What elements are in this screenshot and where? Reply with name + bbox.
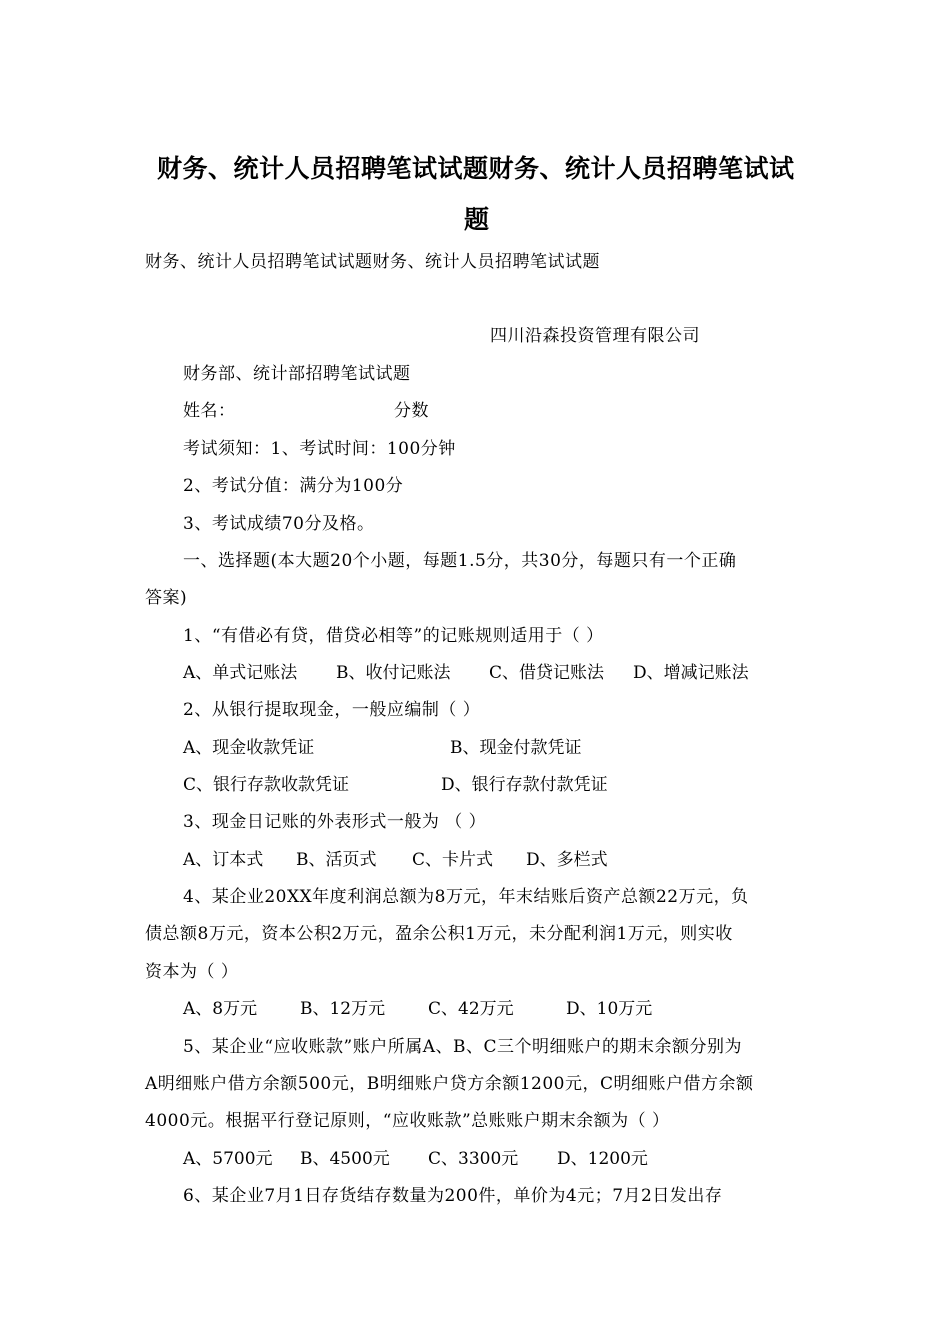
question-5: 5、某企业“应收账款”账户所属A、B、C三个明细账户的期末余额分别为 [183,1037,742,1057]
option-c: C、42万元 [428,999,514,1019]
question-4-continued: 资本为（ ） [145,962,239,982]
option-b: B、收付记账法 [336,663,451,683]
question-2: 2、从银行提取现金，一般应编制（ ） [183,700,481,720]
option-c: C、银行存款收款凭证 [183,775,350,795]
option-b: B、现金付款凭证 [450,738,582,758]
option-b: B、12万元 [300,999,386,1019]
question-5-continued: 4000元。根据平行登记原则，“应收账款”总账账户期末余额为（ ） [145,1111,670,1131]
option-b: B、活页式 [296,850,377,870]
section-heading-continued: 答案) [145,588,188,608]
option-d: D、增减记账法 [633,663,749,683]
question-5-continued: A明细账户借方余额500元，B明细账户贷方余额1200元，C明细账户借方余额 [145,1074,754,1094]
instruction-score: 2、考试分值：满分为100分 [183,476,404,496]
option-c: C、借贷记账法 [489,663,605,683]
company-name: 四川沿森投资管理有限公司 [490,326,700,346]
option-d: D、多栏式 [526,850,608,870]
instruction-pass: 3、考试成绩70分及格。 [183,514,375,534]
option-b: B、4500元 [300,1149,390,1169]
option-d: D、银行存款付款凭证 [441,775,608,795]
option-a: A、5700元 [183,1149,273,1169]
document-title-continued: 题 [464,205,490,234]
document-subtitle: 财务、统计人员招聘笔试试题财务、统计人员招聘笔试试题 [145,252,600,272]
question-4-continued: 债总额8万元，资本公积2万元，盈余公积1万元，未分配利润1万元，则实收 [145,924,733,944]
document-title: 财务、统计人员招聘笔试试题财务、统计人员招聘笔试试 [157,154,795,183]
option-d: D、1200元 [557,1149,648,1169]
option-c: C、卡片式 [412,850,494,870]
instruction-time: 考试须知：1、考试时间：100分钟 [183,439,456,459]
question-3: 3、现金日记账的外表形式一般为 （ ） [183,812,487,832]
option-d: D、10万元 [566,999,653,1019]
option-a: A、8万元 [183,999,258,1019]
section-heading: 一、选择题(本大题20个小题，每题1.5分，共30分，每题只有一个正确 [183,551,737,571]
option-a: A、单式记账法 [183,663,298,683]
question-4: 4、某企业20XX年度利润总额为8万元，年末结账后资产总额22万元，负 [183,887,749,907]
score-label: 分数 [394,401,429,421]
question-6: 6、某企业7月1日存货结存数量为200件，单价为4元；7月2日发出存 [183,1186,723,1206]
option-a: A、现金收款凭证 [183,738,315,758]
exam-name: 财务部、统计部招聘笔试试题 [183,364,411,384]
question-1: 1、“有借必有贷，借贷必相等”的记账规则适用于（ ） [183,626,604,646]
option-a: A、订本式 [183,850,264,870]
option-c: C、3300元 [428,1149,519,1169]
name-label: 姓名： [183,401,236,421]
